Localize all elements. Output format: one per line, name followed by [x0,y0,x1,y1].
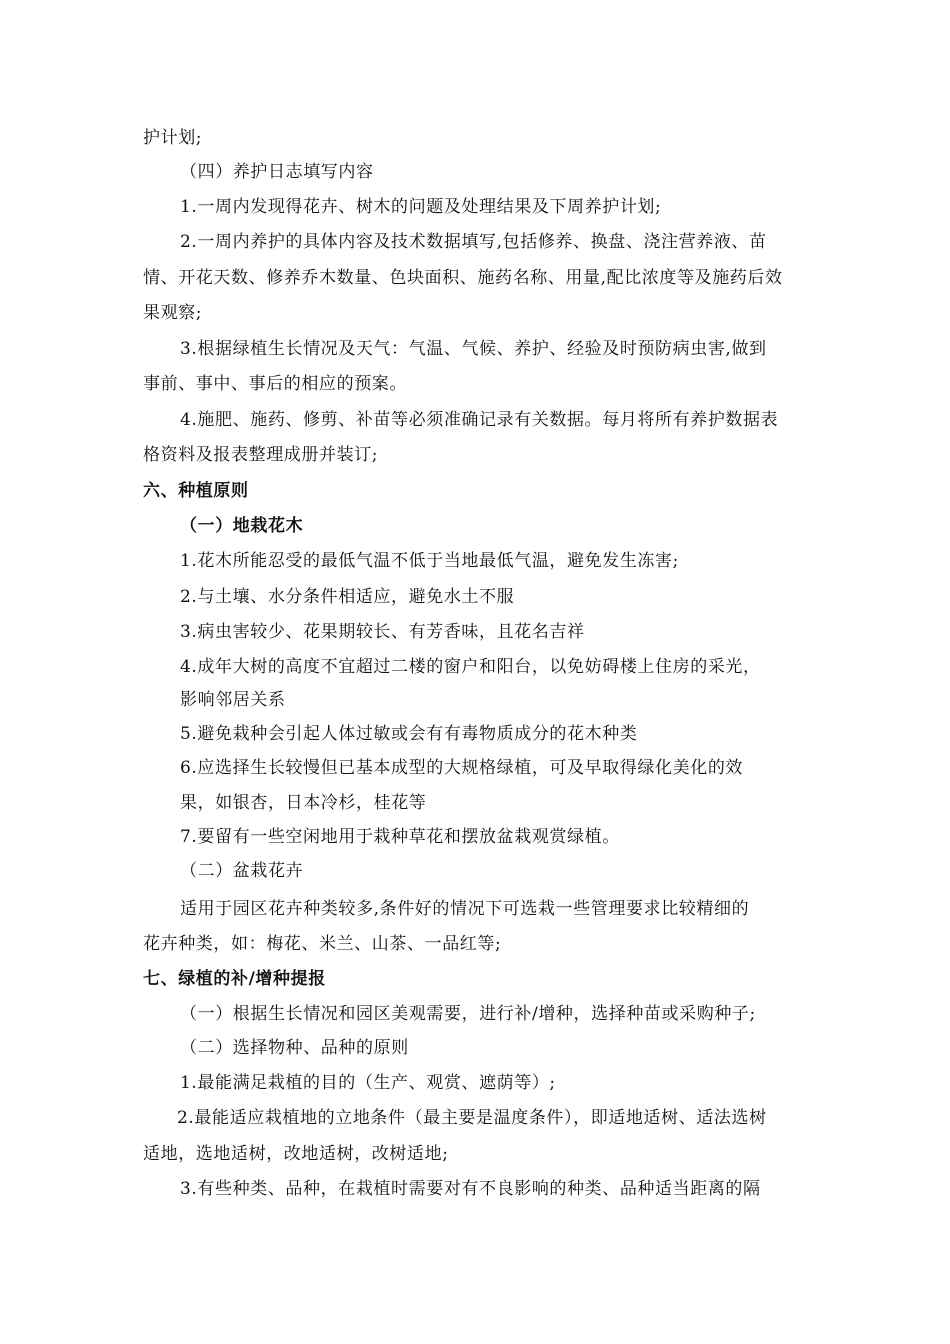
text-line: 适用于园区花卉种类较多,条件好的情况下可选栽一些管理要求比较精细的 [180,899,750,919]
text-line: 7.要留有一些空闲地用于栽种草花和摆放盆栽观赏绿植。 [180,827,620,847]
text-line: 3.根据绿植生长情况及天气：气温、气候、养护、经验及时预防病虫害,做到 [180,339,767,359]
text-line: （一）根据生长情况和园区美观需要，进行补/增种，选择种苗或采购种子; [180,1004,756,1024]
text-line: 花卉种类，如：梅花、米兰、山茶、一品红等; [143,934,502,954]
text-line: 3.有些种类、品种，在栽植时需要对有不良影响的种类、品种适当距离的隔 [180,1179,761,1199]
text-line: 5.避免栽种会引起人体过敏或会有有毒物质成分的花木种类 [180,724,638,744]
text-line: 4.施肥、施药、修剪、补苗等必须准确记录有关数据。每月将所有养护数据表 [180,410,779,430]
subsection-heading: （四）养护日志填写内容 [180,162,374,182]
text-line: 2.最能适应栽植地的立地条件（最主要是温度条件），即适地适树、适法选树 [177,1108,767,1128]
text-line: 影响邻居关系 [180,690,286,710]
section-heading: 七、绿植的补/增种提报 [143,969,326,989]
subsection-heading: （二）盆栽花卉 [180,861,304,881]
text-line: 2.一周内养护的具体内容及技术数据填写,包括修养、换盘、浇注营养液、苗 [180,232,767,252]
text-line: 事前、事中、事后的相应的预案。 [143,374,407,394]
text-line: 护计划; [143,128,203,148]
text-line: 4.成年大树的高度不宜超过二楼的窗户和阳台，以免妨碍楼上住房的采光， [180,657,761,677]
text-line: 2.与土壤、水分条件相适应，避免水土不服 [180,587,515,607]
subsection-heading: （二）选择物种、品种的原则 [180,1038,409,1058]
section-heading: 六、种植原则 [143,481,249,501]
text-line: 3.病虫害较少、花果期较长、有芳香味，且花名吉祥 [180,622,585,642]
text-line: 格资料及报表整理成册并装订; [143,445,379,465]
text-line: 适地，选地适树，改地适树，改树适地; [143,1144,449,1164]
text-line: 1.最能满足栽植的目的（生产、观赏、遮荫等）; [180,1073,556,1093]
text-line: 情、开花天数、修养乔木数量、色块面积、施药名称、用量,配比浓度等及施药后效 [143,268,783,288]
text-line: 1.一周内发现得花卉、树木的问题及处理结果及下周养护计划; [180,197,662,217]
text-line: 果，如银杏，日本冷杉，桂花等 [180,793,427,813]
subsection-heading: （一）地栽花木 [180,516,304,536]
text-line: 6.应选择生长较慢但已基本成型的大规格绿植，可及早取得绿化美化的效 [180,758,744,778]
text-line: 果观察; [143,303,203,323]
text-line: 1.花木所能忍受的最低气温不低于当地最低气温，避免发生冻害; [180,551,679,571]
